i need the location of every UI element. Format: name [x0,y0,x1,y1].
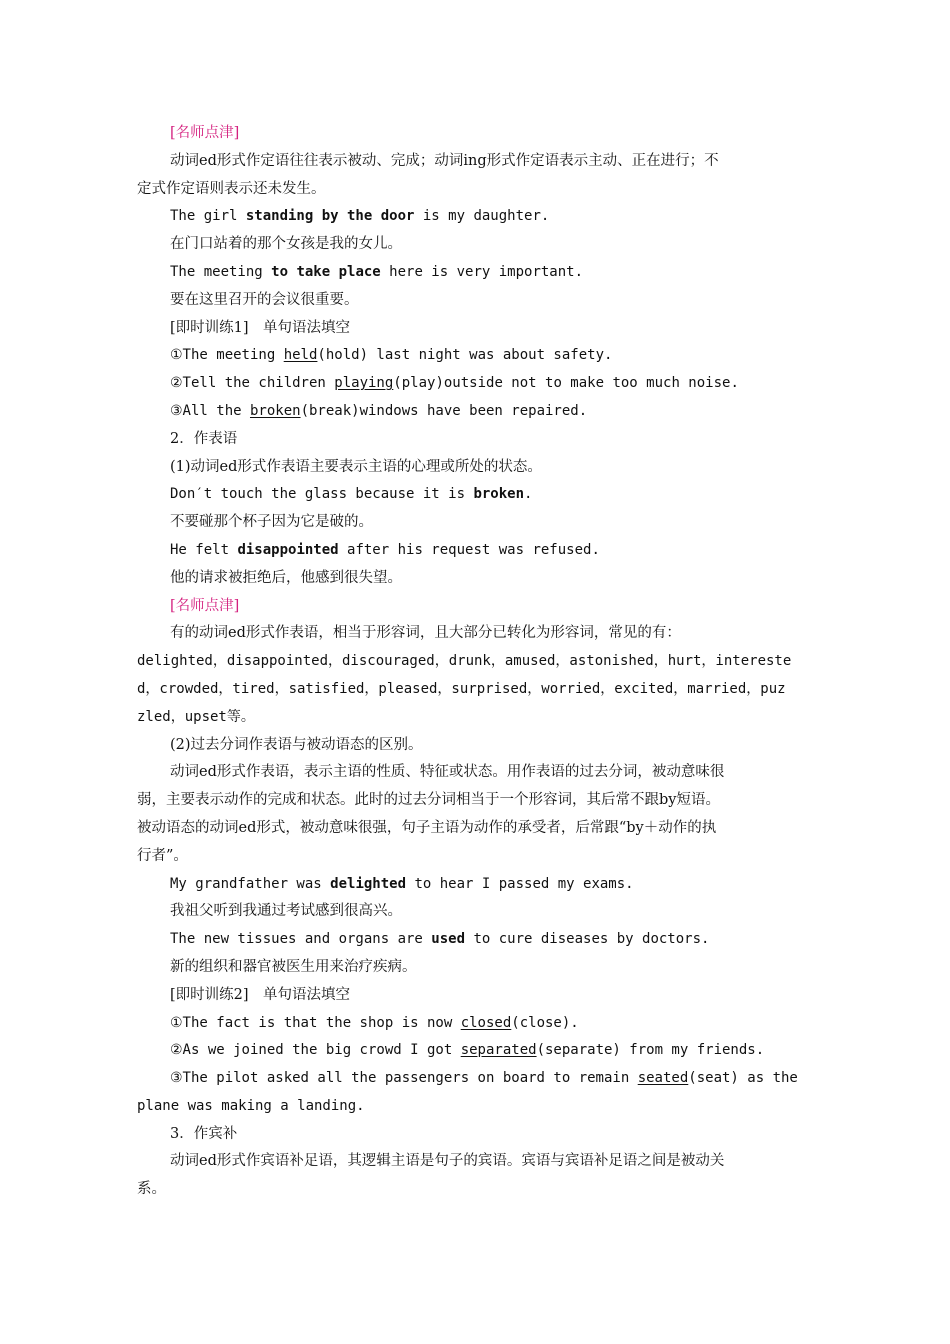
answer-blank: held [283,347,318,364]
question-text: ①The meeting [170,347,284,364]
question-text: ①The fact is that the shop is now [170,1014,461,1031]
subsection-title: (2)过去分词作表语与被动语态的区别。 [170,736,423,753]
drill-title: [即时训练2] 单句语法填空 [170,986,351,1003]
document-body [137,120,815,1204]
question-text: (break)windows have been repaired. [300,402,588,419]
example-text: The girl [170,208,246,225]
question-text: ②As we joined the big crowd I got [170,1042,461,1059]
example-highlight: delighted [330,875,407,892]
paragraph-line: d，crowded，tired，satisfied，pleased，surprised，worried，excited，married，puz [137,680,786,697]
example-text: The meeting [170,263,272,280]
example-translation: 他的请求被拒绝后，他感到很失望。 [170,569,402,586]
example-translation: 新的组织和器官被医生用来治疗疾病。 [170,958,417,975]
example-text: after his request was refused. [338,541,600,558]
question-text: (separate) from my friends. [536,1042,765,1059]
example-sentence [137,481,815,509]
example-translation: 不要碰那个杯子因为它是破的。 [170,514,373,531]
example-highlight: disappointed [237,541,339,558]
section-title: 3．作宾补 [170,1125,238,1142]
question-text: ②Tell the children [170,375,335,392]
answer-blank: separated [460,1042,537,1059]
question-text: (play)outside not to make too much noise. [393,375,739,392]
paragraph-line: 动词ed形式作表语，表示主语的性质、特征或状态。用作表语的过去分词，被动意味很 [170,764,725,781]
example-highlight: used [431,931,466,948]
answer-blank: closed [460,1014,512,1031]
example-text: The new tissues and organs are [170,931,432,948]
question-text: (seat) as the [688,1070,798,1087]
answer-blank: seated [637,1070,689,1087]
answer-blank: broken [249,402,301,419]
example-text: He felt [170,541,238,558]
paragraph-line: 动词ed形式作宾语补足语，其逻辑主语是句子的宾语。宾语与宾语补足语之间是被动关 [170,1153,725,1170]
example-highlight: broken [473,486,525,503]
tip-heading: [名师点津] [170,597,240,614]
drill-question [137,342,815,370]
drill-question [137,1010,815,1038]
question-text: ③All the [170,402,250,419]
example-highlight: to take place [271,263,381,280]
paragraph-line: 弱，主要表示动作的完成和状态。此时的过去分词相当于一个形容词，其后常不跟by短语。 [137,792,720,809]
question-text: (close). [511,1014,579,1031]
example-text: is my daughter. [414,208,550,225]
example-text: My grandfather was [170,875,331,892]
example-text: to hear I passed my exams. [406,875,634,892]
paragraph-line: 被动语态的动词ed形式，被动意味很强，句子主语为动作的承受者，后常跟“by＋动作的执 [137,819,717,836]
subsection-title: (1)动词ed形式作表语主要表示主语的心理或所处的状态。 [170,458,542,475]
paragraph-line: 动词ed形式作定语往往表示被动、完成；动词ing形式作定语表示主动、正在进行；不 [170,152,719,169]
example-text: Don′t touch the glass because it is [170,486,474,503]
paragraph-line: 行者”。 [137,847,188,864]
example-translation: 要在这里召开的会议很重要。 [170,291,359,308]
example-sentence [137,203,815,231]
tip-heading: [名师点津] [170,125,240,141]
paragraph-line: 定式作定语则表示还未发生。 [137,180,326,197]
answer-blank: playing [334,375,394,392]
example-sentence [137,537,815,565]
example-translation: 在门口站着的那个女孩是我的女儿。 [170,236,402,253]
question-text: ③The pilot asked all the passengers on board to remain [170,1070,638,1087]
drill-question [137,370,815,398]
drill-title: [即时训练1] 单句语法填空 [170,319,351,336]
paragraph-line: zled，upset等。 [137,708,255,725]
paragraph-line: 有的动词ed形式作表语，相当于形容词，且大部分已转化为形容词，常见的有： [170,625,681,642]
example-sentence [137,926,815,954]
paragraph-line: delighted，disappointed，discouraged，drunk，amused，astonished，hurt，intereste [137,653,792,670]
example-text: to cure diseases by doctors. [465,931,710,948]
drill-question-continued: plane was making a landing. [137,1097,365,1114]
paragraph-line: 系。 [137,1181,166,1198]
section-title: 2．作表语 [170,430,238,447]
drill-question [137,1037,815,1065]
example-text: here is very important. [380,263,584,280]
drill-question [137,1065,815,1093]
drill-question [137,398,815,426]
example-text: . [524,486,533,503]
example-sentence [137,871,815,899]
example-highlight: standing by the door [245,208,415,225]
question-text: (hold) last night was about safety. [317,347,613,364]
example-sentence [137,259,815,287]
example-translation: 我祖父听到我通过考试感到很高兴。 [170,903,402,920]
